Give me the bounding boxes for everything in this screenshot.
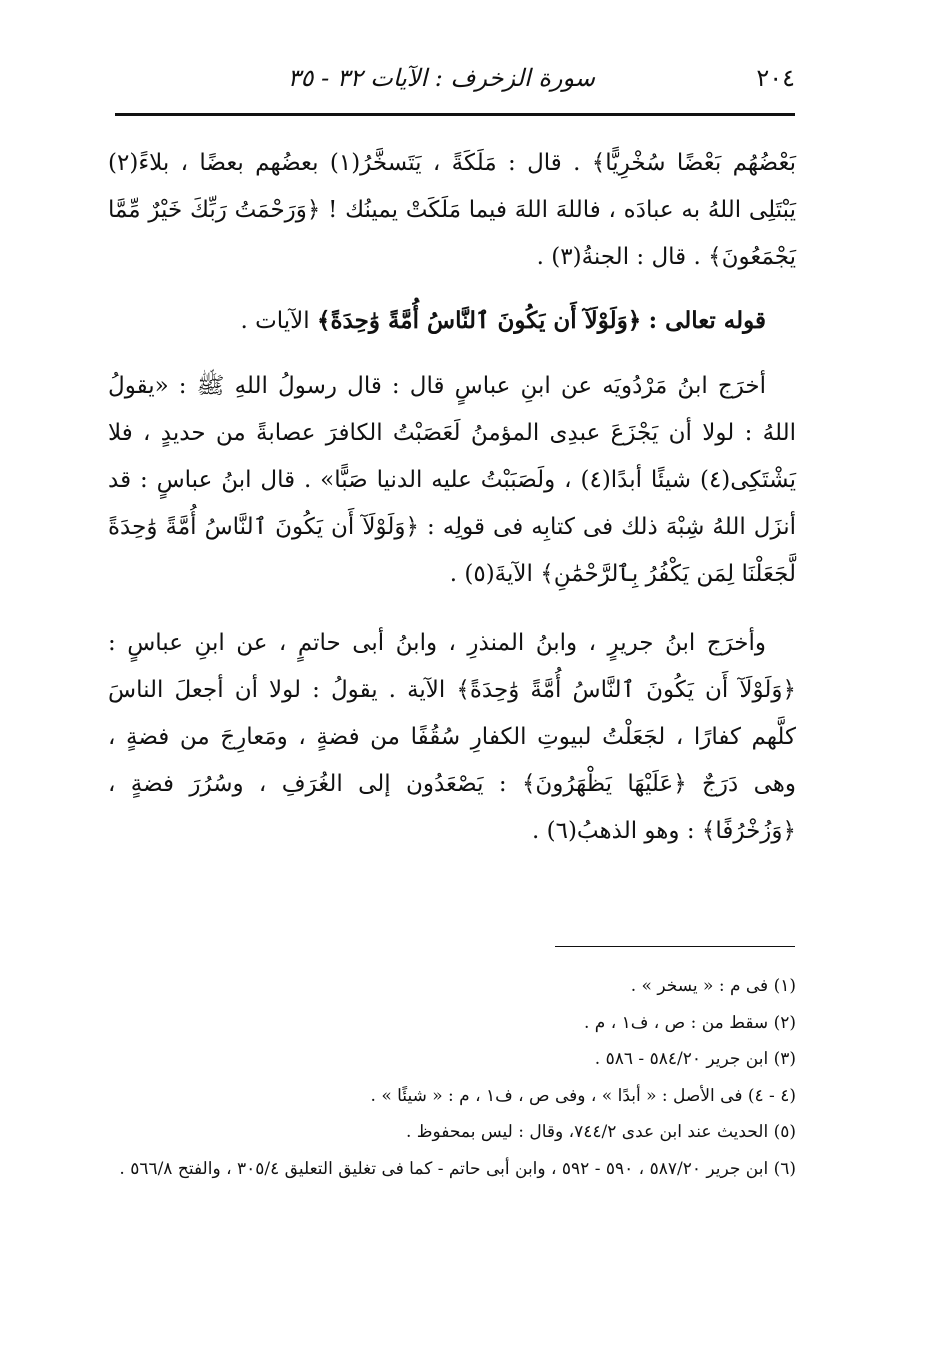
heading-tail: الآيات . [240, 308, 310, 334]
footnote-4: (٤ - ٤) فى الأصل : « أبدًا » ، وفى ص ، ف١ ، م : « شيئًا » . [370, 1085, 796, 1106]
section-heading [108, 297, 796, 345]
footnote-5: (٥) الحديث عند ابن عدى ٧٤٤/٢، وقال : ليس بمحفوظ . [405, 1122, 796, 1142]
footnote-1: (١) فى م : « يسخر » . [630, 976, 796, 996]
paragraph-ibn-marduyah: أخرَج ابنُ مَرْدُويَه عن ابنِ عباسٍ قال : قال رسولُ اللهِ ﷺ : «يقولُ اللهُ : لولا أن يَجْزَعَ عبدِى المؤمنُ لَعَصَبْتُ الكافرَ عصابةً من حديدٍ ، فلا يَشْتَكِى(٤) شيئًا أبدًا(٤) ، ولَصَبَبْتُ عليه الدنيا صَبًّا» . قال ابنُ عباسٍ : قد أنزَل اللهُ شِبْهَ ذلك فى كتابِه فى قولِه : ﴿وَلَوْلَآ أَن يَكُونَ ٱلنَّاسُ أُمَّةً وَٰحِدَةً لَّجَعَلْنَا لِمَن يَكْفُرُ بِٱلرَّحْمَٰنِ﴾ الآيةَ(٥) . [108, 373, 797, 587]
footnotes [108, 968, 796, 1187]
footnote-3: (٣) ابن جرير ٥٨٤/٢٠ - ٥٨٦ . [594, 1049, 796, 1069]
heading-verse: ﴿وَلَوْلَآ أَن يَكُونَ ٱلنَّاسُ أُمَّةً وَٰحِدَةً﴾ [317, 307, 642, 334]
page-number: ٢٠٤ [756, 64, 795, 92]
heading-lead: قوله تعالى : [648, 307, 766, 334]
paragraph-continuation: بَعْضُهُم بَعْضًا سُخْرِيًّا﴾ . قال : مَلَكَةً ، يَتَسخَّرُ(١) بعضُهم بعضًا ، بلاءً(٢) يَبْتَلِى اللهُ به عبادَه ، فاللهَ اللهَ فيما مَلَكَتْ يمينُك ! ﴿وَرَحْمَتُ رَبِّكَ خَيْرٌ مِّمَّا يَجْمَعُونَ﴾ . قال : الجنةُ(٣) . [108, 150, 796, 270]
footnote-rule [555, 946, 795, 947]
page-header [115, 58, 795, 98]
main-text [108, 140, 796, 855]
footnote-6: (٦) ابن جرير ٥٨٧/٢٠ ، ٥٩٠ - ٥٩٢ ، وابن أبى حاتم - كما فى تغليق التعليق ٣٠٥/٤ ، والفتح ٥٦٦/٨ . [119, 1158, 796, 1179]
paragraph-ibn-jarir: وأخرَج ابنُ جريرٍ ، وابنُ المنذرِ ، وابنُ أبى حاتمٍ ، عن ابنِ عباسٍ : ﴿وَلَوْلَآ أَن يَكُونَ ٱلنَّاسُ أُمَّةً وَٰحِدَةً﴾ الآية . يقولُ : لولا أن أجعلَ الناسَ كلَّهم كفارًا ، لجَعَلْتُ لبيوتِ الكفارِ سُقُفًا من فضةٍ ، ومَعارِجَ من فضةٍ ، وهى دَرَجٌ ﴿عَلَيْهَا يَظْهَرُونَ﴾ : يَصْعَدُون إلى الغُرَفِ ، وسُرُرَ فضةٍ ، ﴿وَزُخْرُفًا﴾ : وهو الذهبُ(٦) . [108, 630, 796, 844]
header-rule [115, 113, 795, 116]
running-title: سورة الزخرف : الآيات ٣٢ - ٣٥ [287, 64, 595, 92]
footnote-2: (٢) سقط من : ص ، ف١ ، م . [583, 1012, 796, 1033]
